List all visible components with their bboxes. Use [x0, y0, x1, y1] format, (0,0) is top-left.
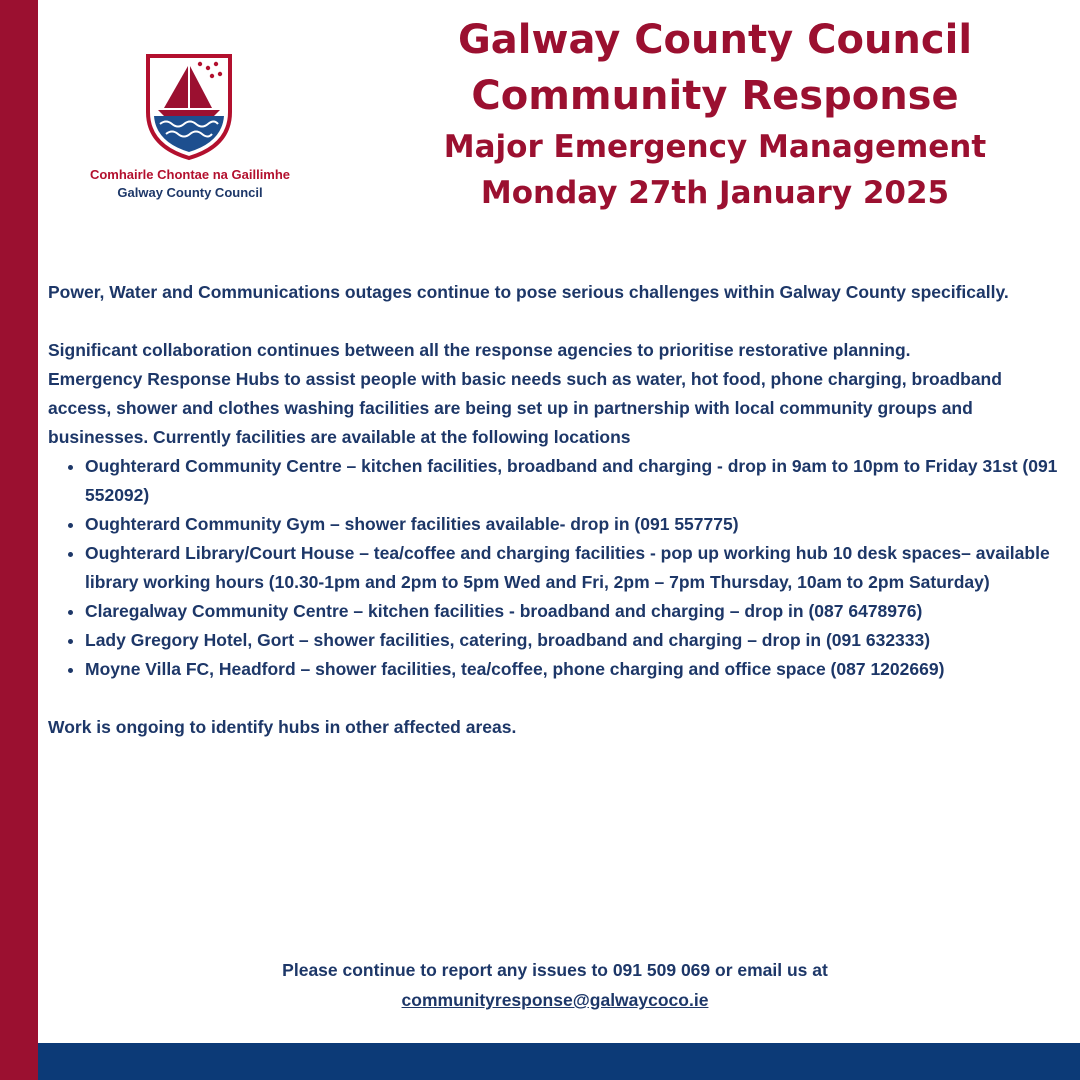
bottom-accent-bar [38, 1043, 1080, 1080]
logo-irish-name: Comhairle Chontae na Gaillimhe [89, 167, 291, 182]
hub-list [48, 452, 1068, 684]
header [400, 14, 1030, 216]
council-crest-icon [142, 50, 236, 162]
date-line: Monday 27th January 2025 [480, 175, 950, 211]
spacer [48, 684, 1068, 713]
list-item: • Lady Gregory Hotel, Gort – shower facilities, catering, broadband and charging – drop in (091 632333) [85, 626, 1068, 655]
paragraph-closing: Work is ongoing to identify hubs in other affected areas. [48, 717, 517, 737]
paragraph-outages: Power, Water and Communications outages continue to pose serious challenges within Galway County specifically. [48, 282, 1009, 302]
title-line-1: Galway County Council [457, 17, 973, 63]
report-text: Please continue to report any issues to 091 509 069 or email us at [282, 960, 828, 980]
list-item: • Moyne Villa FC, Headford – shower facilities, tea/coffee, phone charging and office space (087 1202669) [85, 655, 1068, 684]
footer [38, 955, 1072, 1015]
council-logo [70, 50, 310, 210]
list-item: • Oughterard Community Centre – kitchen facilities, broadband and charging - drop in 9am to 10pm to Friday 31st (091 552092) [85, 452, 1068, 510]
email-link[interactable]: communityresponse@galwaycoco.ie [401, 990, 709, 1010]
main-content [48, 278, 1068, 742]
paragraph-collaboration: Significant collaboration continues between all the response agencies to prioritise restorative planning. [48, 340, 911, 360]
list-item: • Oughterard Community Gym – shower facilities available- drop in (091 557775) [85, 510, 1068, 539]
title-line-2: Community Response [471, 73, 959, 119]
list-item: • Oughterard Library/Court House – tea/coffee and charging facilities - pop up working hub 10 desk spaces– available library working hours (10.30-1pm and 2pm to 5pm Wed and Fri, 2pm – 7pm Thursday, 10am to 2pm Saturday) [85, 539, 1068, 597]
left-accent-bar [0, 0, 38, 1080]
subtitle: Major Emergency Management [443, 129, 987, 165]
list-item: • Claregalway Community Centre – kitchen facilities - broadband and charging – drop in (087 6478976) [85, 597, 1068, 626]
paragraph-hubs-intro: Emergency Response Hubs to assist people with basic needs such as water, hot food, phone charging, broadband access, shower and clothes washing facilities are being set up in partnership with local community groups and businesses. Currently facilities are available at the following locations [48, 369, 1002, 447]
logo-english-name: Galway County Council [117, 185, 263, 200]
spacer [48, 307, 1068, 336]
